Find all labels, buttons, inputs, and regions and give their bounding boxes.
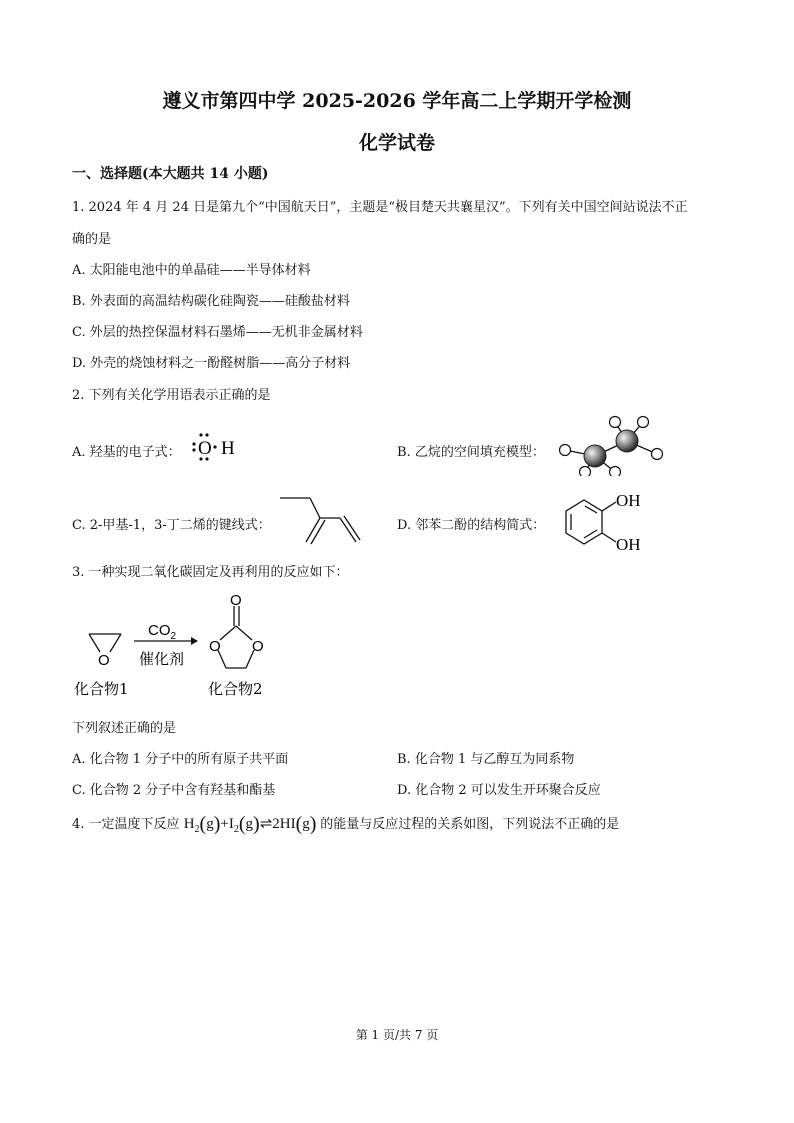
q3-option-a: A. 化合物 1 分子中的所有原子共平面	[72, 752, 289, 767]
page-number: 第 1 页/共 7 页	[355, 1028, 439, 1042]
q1-stem-line1: 1. 2024 年 4 月 24 日是第九个“中国航天日”，主题是“极目楚天共襄星汉”。下列有关中国空间站说法不正	[72, 200, 688, 215]
section-heading: 一、选择题(本大题共 14 小题)	[72, 166, 269, 182]
q1-option-d: D. 外壳的烧蚀材料之一酚醛树脂——高分子材料	[72, 356, 351, 371]
reagent-co2: $CO_2$	[148, 622, 177, 642]
ethane-space-filling-model	[555, 410, 667, 476]
q3-option-b: B. 化合物 1 与乙醇互为同系物	[397, 752, 575, 767]
q2-option-a	[72, 441, 181, 460]
q2-option-d: D. 邻苯二酚的结构简式：	[397, 518, 546, 533]
q3-stem: 3. 一种实现二氧化碳固定及再利用的反应如下：	[72, 565, 349, 580]
q1-stem-line2: 确的是	[72, 232, 112, 247]
q2-stem: 2. 下列有关化学用语表示正确的是	[72, 388, 271, 403]
compound2-label: 化合物2	[208, 680, 263, 698]
catechol-oh-bottom: OH	[616, 535, 641, 554]
q3-option-d: D. 化合物 2 可以发生开环聚合反应	[397, 783, 601, 798]
q4-equation: $H_2(g)+I_2(g)\rightleftharpoons 2HI(g)$	[183, 813, 317, 835]
q4-suffix: 的能量与反应过程的关系如图，下列说法不正确的是	[320, 817, 620, 832]
catechol-oh-top: OH	[616, 491, 641, 510]
ethylene-carbonate-structure	[218, 606, 254, 668]
epoxide-oxygen: O	[98, 652, 110, 669]
exam-title: 遵义市第四中学 2025-2026 学年高二上学期开学检测	[162, 90, 632, 112]
q2-option-b: B. 乙烷的空间填充模型：	[397, 445, 545, 460]
q1-option-a: A. 太阳能电池中的单晶硅——半导体材料	[72, 263, 311, 278]
equilibrium-arrow: ⇌	[259, 816, 273, 832]
arrow-head	[191, 637, 198, 645]
butadiene-skeletal-formula	[276, 490, 362, 546]
q2-option-a-text: A. 羟基的电子式：	[72, 445, 181, 460]
catechol-structure	[552, 484, 648, 556]
electron-formula-h: H	[221, 438, 235, 459]
compound1-label: 化合物1	[74, 680, 129, 698]
q2-option-c: C. 2-甲基-1，3-丁二烯的键线式：	[72, 518, 271, 533]
q1-option-b: B. 外表面的高温结构碳化硅陶瓷——硅酸盐材料	[72, 294, 350, 309]
q4-prefix: 4. 一定温度下反应	[72, 817, 180, 832]
q3-lead: 下列叙述正确的是	[72, 721, 177, 736]
q1-option-c: C. 外层的热控保温材料石墨烯——无机非金属材料	[72, 325, 363, 340]
reagent-catalyst: 催化剂	[139, 650, 185, 668]
co2-fixation-reaction	[70, 588, 290, 700]
ring-oxygen-left: O	[209, 638, 221, 655]
carbonyl-oxygen: O	[230, 592, 242, 609]
ring-oxygen-right: O	[252, 638, 264, 655]
epoxide-structure	[89, 634, 121, 652]
electron-formula-o: O	[198, 438, 212, 459]
q4-stem	[72, 813, 619, 836]
hydroxyl-electron-formula	[190, 430, 250, 464]
exam-subtitle: 化学试卷	[358, 132, 435, 154]
q3-option-c: C. 化合物 2 分子中含有羟基和酯基	[72, 783, 276, 798]
